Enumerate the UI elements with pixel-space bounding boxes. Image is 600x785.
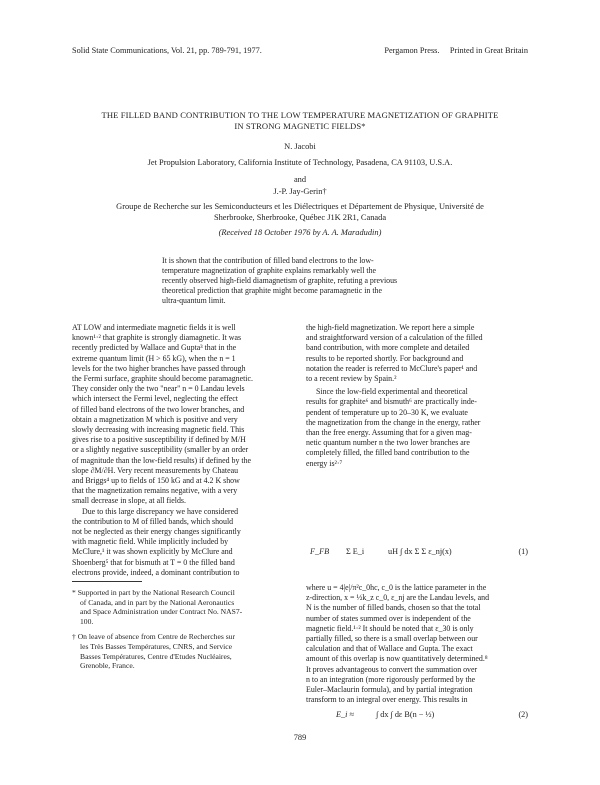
- text-line: with magnetic field. While implicitly included by: [72, 537, 229, 547]
- text-line: the magnetization from the change in the energy, rather: [306, 417, 481, 427]
- text-line: of filled band electrons of the two lower branches, and: [72, 404, 245, 414]
- text-line: pendent of temperature up to 20–30 K, we evaluate: [306, 407, 468, 417]
- text-line: known¹·² that graphite is strongly diamagnetic. It was: [72, 333, 242, 343]
- abstract-line: It is shown that the contribution of filled band electrons to the low-: [162, 256, 374, 265]
- right-column: [306, 323, 528, 469]
- text-line: results to be reported shortly. For background and: [306, 353, 464, 363]
- text-line: z-direction, x = ½k_z c_0, ε_nj are the Landau levels, and: [306, 593, 490, 603]
- text-line: Since the low-field experimental and theoretical: [316, 387, 468, 397]
- abstract-line: theoretical prediction that graphite might become paramagnetic in the: [162, 286, 382, 295]
- text-line: N is the number of filled bands, chosen so that the total: [306, 603, 481, 613]
- text-line: They consider only the two "near" n = 0 Landau levels: [72, 384, 245, 394]
- paragraph-3: [306, 323, 528, 384]
- abstract: [162, 256, 458, 306]
- text-line: amount of this overlap is now quantitatively determined.⁸: [306, 654, 488, 664]
- printed-location: Printed in Great Britain: [449, 46, 528, 55]
- eq1-number: (1): [518, 547, 528, 556]
- text-line: number of states summed over is independent of the: [306, 613, 471, 623]
- paragraph-4: [306, 387, 528, 469]
- equation-2: [310, 708, 528, 730]
- footnote-line: Basses Températures, Centre d'Etudes Nucléaires,: [80, 651, 232, 661]
- left-column: [72, 323, 290, 578]
- text-line: levels for the two higher branches have passed through: [72, 363, 246, 373]
- text-line: Euler–Maclaurin formula), and by partial integration: [306, 685, 473, 695]
- text-line: AT LOW and intermediate magnetic fields it is well: [72, 323, 236, 332]
- text-line: energy is²·⁷: [306, 458, 343, 468]
- and-text: and: [293, 175, 307, 184]
- text-line: the Fermi surface, graphite should become paramagnetic.: [72, 374, 253, 384]
- text-line: that the magnetization remains negative, with a very: [72, 486, 238, 496]
- footnote-rule: [72, 581, 142, 582]
- footnote-line: and Space Administration under Contract No. NAS7-: [80, 607, 243, 617]
- text-line: netic quantum number n the two lower branches are: [306, 438, 470, 448]
- text-line: of magnitude than the low-field results) if defined by the: [72, 455, 252, 465]
- text-line: and Briggs⁴ up to fields of 150 kG and at 4.2 K show: [72, 476, 240, 486]
- footnote-line: 100.: [80, 616, 94, 626]
- journal-citation: Solid State Communications, Vol. 21, pp. 789-791, 1977.: [72, 46, 262, 55]
- footnote-line: of Canada, and in part by the National Aeronautics: [80, 597, 235, 607]
- footnote-2: [72, 632, 290, 670]
- text-line: the contribution to M of filled bands, which should: [72, 516, 234, 526]
- paragraph-2-cont: [72, 517, 290, 578]
- text-line: the high-field magnetization. We report here a simple: [306, 323, 475, 332]
- text-line: results for graphite⁶ and bismuth⁶ are practically inde-: [306, 397, 477, 407]
- paragraph-2: [72, 507, 290, 517]
- text-line: McClure,¹ it was shown explicitly by McClure and: [72, 547, 233, 557]
- right-column-cont: [306, 583, 528, 705]
- text-line: calculation and that of Wallace and Gupta. The exact: [306, 644, 473, 654]
- text-line: completely filled, the filled band contribution to the: [306, 448, 470, 458]
- text-line: where u = 4|e|/π²c_0hc, c_0 is the lattice parameter in the: [306, 583, 487, 592]
- affiliation-line: Sherbrooke, Sherbrooke, Québec J1K 2R1, Canada: [213, 213, 387, 222]
- text-line: transform to an integral over energy. This results in: [306, 695, 468, 705]
- footnote-line: Grenoble, France.: [80, 661, 135, 671]
- author-1: N. Jacobi: [284, 142, 316, 151]
- text-line: band contribution, with more complete and detailed: [306, 343, 470, 353]
- eq2-body: ∫ dx ∫ dε B(n − ½): [376, 710, 435, 719]
- text-line: slowly decreasing with increasing magnetic field. This: [72, 425, 245, 435]
- text-line: extreme quantum limit (H > 65 kG), when the n = 1: [72, 353, 236, 363]
- eq1-lhs: F_FB: [310, 547, 330, 556]
- eq1-sum: Σ E_i: [346, 547, 365, 556]
- title-line: IN STRONG MAGNETIC FIELDS*: [234, 121, 366, 131]
- affiliation-2: [40, 201, 560, 223]
- text-line: Due to this large discrepancy we have considered: [82, 506, 239, 516]
- text-line: not be neglected as their energy changes significantly: [72, 527, 241, 537]
- running-header: [72, 46, 528, 55]
- eq1-body: uH ∫ dx Σ Σ ε_nj(x): [388, 547, 452, 556]
- text-line: than the free energy. Assuming that for a given mag-: [306, 428, 472, 438]
- text-line: It proves advantageous to convert the summation over: [306, 664, 478, 674]
- title-line: THE FILLED BAND CONTRIBUTION TO THE LOW TEMPERATURE MAGNETIZATION OF GRAPHITE: [101, 110, 499, 120]
- received-date: (Received 18 October 1976 by A. A. Maradudin): [218, 228, 382, 237]
- eq2-number: (2): [518, 710, 528, 719]
- text-line: partially filled, so there is a small overlap between our: [306, 634, 478, 644]
- text-line: recently predicted by Wallace and Gupta³ that in the: [72, 343, 237, 353]
- paper-title: [60, 110, 540, 132]
- text-line: which intersect the Fermi level, neglecting the effect: [72, 394, 238, 404]
- eq2-lhs: E_i ≈: [336, 710, 354, 719]
- text-line: small decrease in slope, at all fields.: [72, 496, 186, 506]
- footnote-line: les Très Basses Températures, CNRS, and Service: [80, 641, 233, 651]
- text-line: to a recent review by Spain.²: [306, 374, 397, 384]
- equation-1: [310, 535, 528, 575]
- text-line: n to an integration (more rigorously performed by the: [306, 674, 476, 684]
- page-number: 789: [293, 733, 307, 742]
- text-line: slope ∂M/∂H. Very recent measurements by Chateau: [72, 465, 239, 475]
- text-line: obtain a magnetization M which is positive and very: [72, 414, 238, 424]
- footnote-line: * Supported in part by the National Research Council: [72, 588, 235, 597]
- abstract-line: ultra-quantum limit.: [162, 296, 226, 305]
- text-line: notation the reader is referred to McClure's paper¹ and: [306, 363, 478, 373]
- footnote-line: † On leave of absence from Centre de Recherches sur: [72, 632, 235, 642]
- text-line: electrons provide, indeed, a dominant contribution to: [72, 567, 240, 577]
- footnote-1: [72, 588, 290, 626]
- text-line: and straightforward version of a calculation of the filled: [306, 333, 483, 343]
- author-2: J.-P. Jay-Gerin†: [273, 187, 327, 196]
- abstract-line: recently observed high-field diamagnetism of graphite, refuting a previous: [162, 276, 398, 285]
- affiliation-1: Jet Propulsion Laboratory, California Institute of Technology, Pasadena, CA 91103, U.S.A.: [147, 158, 453, 167]
- abstract-line: temperature magnetization of graphite explains remarkably well the: [162, 266, 377, 275]
- text-line: or a slightly negative susceptibility (smaller by an order: [72, 445, 249, 455]
- publisher: Pergamon Press.: [384, 46, 440, 55]
- text-line: gives rise to a positive susceptibility if defined by M/H: [72, 435, 246, 445]
- footnotes: [72, 588, 290, 671]
- text-line: Shoenberg⁵ that for bismuth at T = 0 the filled band: [72, 557, 235, 567]
- publisher-info: [384, 46, 528, 55]
- affiliation-line: Groupe de Recherche sur les Semiconducteurs et les Diélectriques et Département de Physique, Université de: [116, 202, 484, 211]
- text-line: magnetic field.¹·² It should be noted that ε_30 is only: [306, 623, 474, 633]
- paragraph-1: [72, 323, 290, 507]
